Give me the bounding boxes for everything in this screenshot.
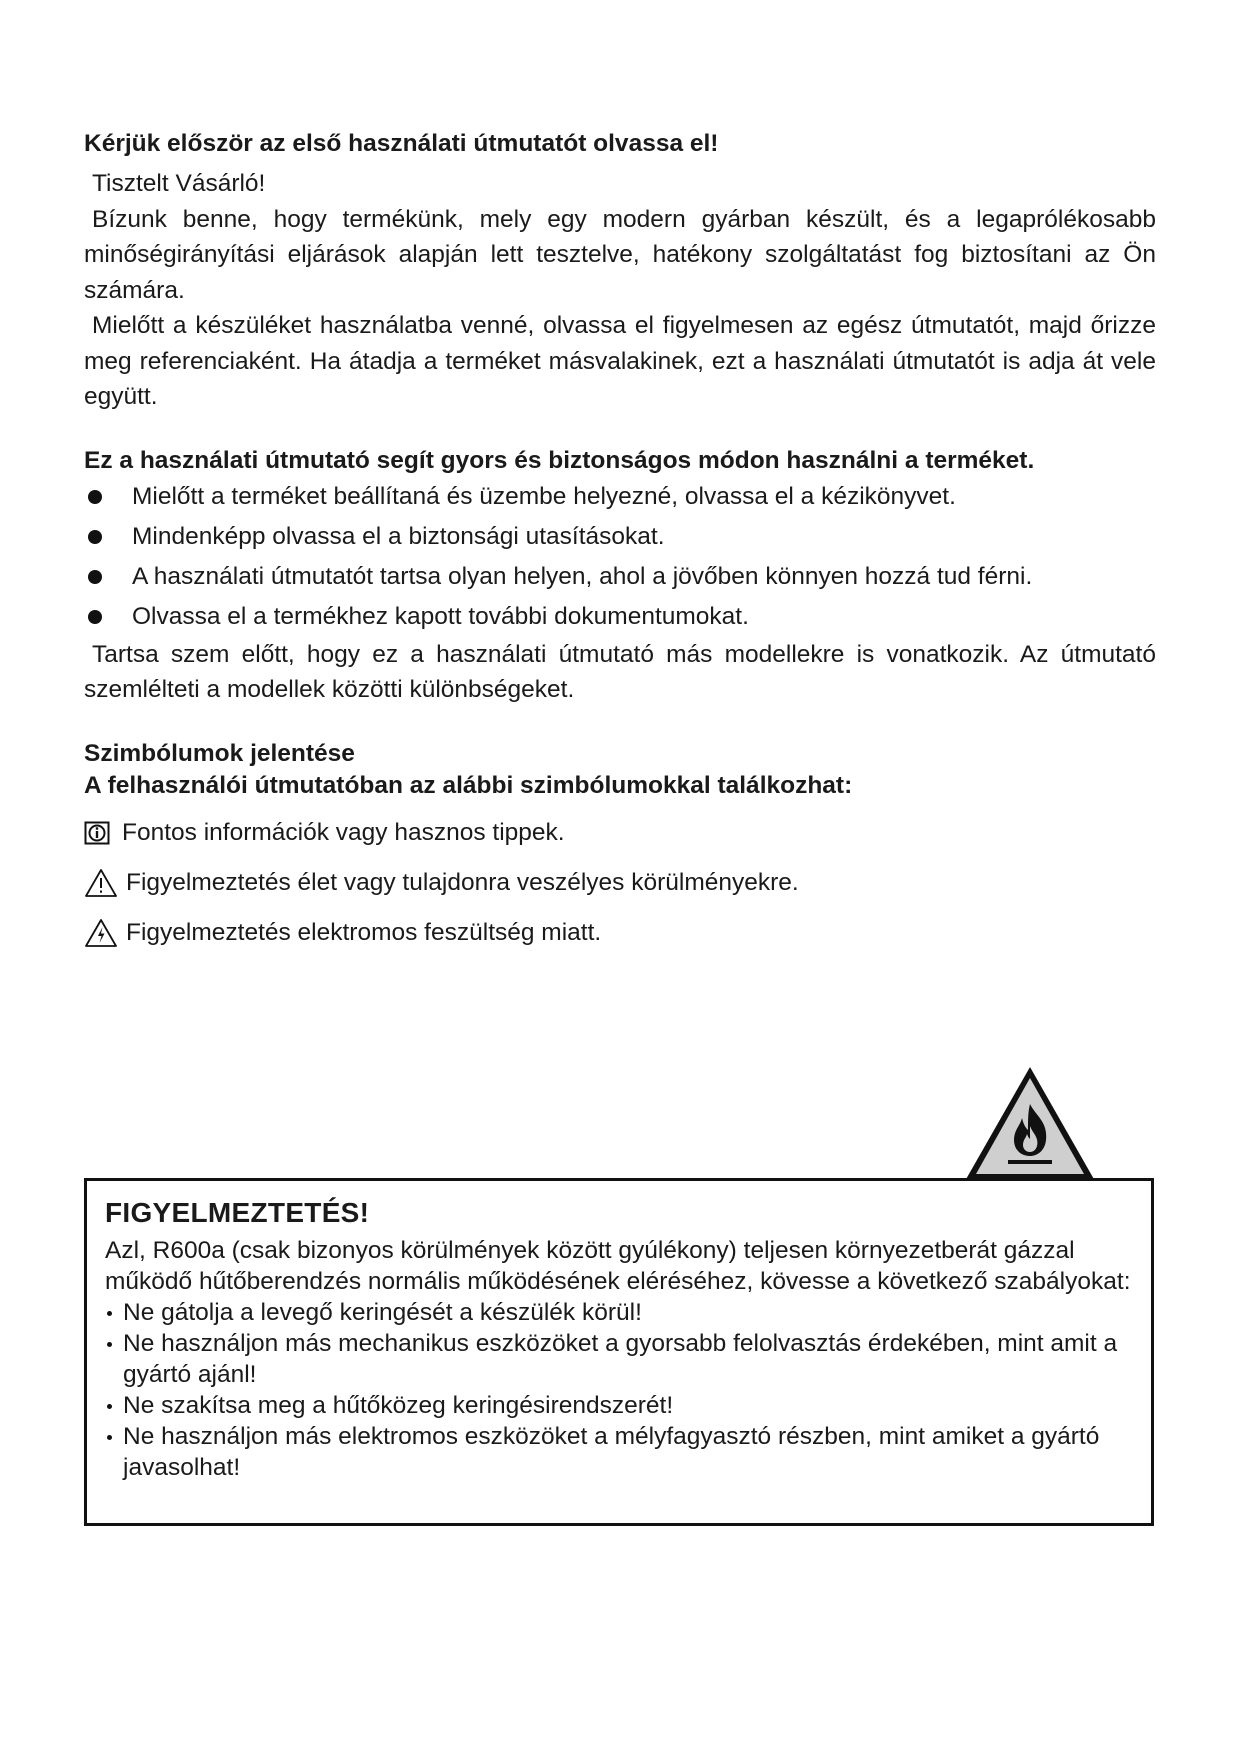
list-item <box>105 1328 1133 1390</box>
list-item-text: Olvassa el a termékhez kapott további dokumentumokat. <box>132 602 749 630</box>
list-item <box>84 517 1156 557</box>
warning-triangle-icon <box>84 868 126 898</box>
list-item-text: Mielőtt a terméket beállítaná és üzembe helyezné, olvassa el a kézikönyvet. <box>132 482 956 510</box>
symbol-text: Fontos információk vagy hasznos tippek. <box>122 818 565 846</box>
warning-title: FIGYELMEZTETÉS! <box>105 1197 370 1228</box>
list-item-text: Ne használjon más elektromos eszközöket a mélyfagyasztó részben, mint amiket a gyártó javasolhat! <box>123 1423 1100 1481</box>
list-item <box>84 597 1156 637</box>
bullet-dot-icon <box>107 1311 112 1316</box>
bullet-dot-icon <box>88 570 102 584</box>
bullet-dot-icon <box>88 610 102 624</box>
list-item <box>105 1390 1133 1421</box>
info-icon <box>84 821 122 845</box>
symbol-text: Figyelmeztetés elektromos feszültség miatt. <box>126 918 602 946</box>
guide-heading: Ez a használati útmutató segít gyors és biztonságos módon használni a terméket. <box>84 446 1035 474</box>
bullet-dot-icon <box>88 490 102 504</box>
list-item <box>105 1297 1133 1328</box>
guide-bullet-list <box>84 477 1156 637</box>
intro-paragraph-2: Mielőtt a készüléket használatba venné, olvassa el figyelmesen az egész útmutatót, majd őrizze meg referenciaként. Ha átadja a terméket másvalakinek, ezt a használati útmutatót is adja át vele együtt. <box>84 312 1156 410</box>
list-item-text: Mindenképp olvassa el a biztonsági utasításokat. <box>132 522 665 550</box>
symbols-subtitle: A felhasználói útmutatóban az alábbi szimbólumokkal találkozhat: <box>84 771 853 799</box>
list-item <box>84 557 1156 597</box>
guide-note: Tartsa szem előtt, hogy ez a használati útmutató más modellekre is vonatkozik. Az útmutató szemlélteti a modellek közötti különbségeket. <box>84 640 1156 703</box>
electric-warning-icon <box>84 918 126 948</box>
symbols-title: Szimbólumok jelentése <box>84 739 355 767</box>
warning-rules-list <box>105 1297 1133 1483</box>
list-item-text: Ne szakítsa meg a hűtőközeg keringésirendszerét! <box>123 1392 674 1419</box>
greeting: Tisztelt Vásárló! <box>92 170 266 197</box>
list-item <box>105 1421 1133 1483</box>
symbol-row-warning <box>84 858 1156 908</box>
bullet-dot-icon <box>107 1342 112 1347</box>
list-item-text: A használati útmutatót tartsa olyan helyen, ahol a jövőben könnyen hozzá tud férni. <box>132 562 1033 590</box>
flammable-warning-icon <box>962 1064 1098 1184</box>
symbol-row-electric <box>84 908 1156 958</box>
symbol-row-info <box>84 808 1156 858</box>
warning-text: Azl, R600a (csak bizonyos körülmények között gyúlékony) teljesen környezetberát gázzal működő hűtőberendzés normális működésének eléréséhez, kövesse a következő szabályokat: <box>105 1237 1131 1295</box>
list-item-text: Ne gátolja a levegő keringését a készülék körül! <box>123 1299 642 1326</box>
intro-paragraph-1: Bízunk benne, hogy termékünk, mely egy modern gyárban készült, és a legaprólékosabb minőségirányítási eljárások alapján lett tesztelve, hatékony szolgáltatást fog biztosítani az Ön számára. <box>84 205 1156 304</box>
main-content <box>84 128 1156 958</box>
spacer <box>84 415 1156 445</box>
bullet-dot-icon <box>107 1404 112 1409</box>
list-item-text: Ne használjon más mechanikus eszközöket a gyorsabb felolvasztás érdekében, mint amit a gyártó ajánl! <box>123 1330 1118 1388</box>
spacer <box>84 708 1156 738</box>
symbol-text: Figyelmeztetés élet vagy tulajdonra veszélyes körülményekre. <box>126 868 799 896</box>
list-item <box>84 477 1156 517</box>
intro-heading: Kérjük először az első használati útmutatót olvassa el! <box>84 130 719 157</box>
bullet-dot-icon <box>88 530 102 544</box>
bullet-dot-icon <box>107 1435 112 1440</box>
flammable-warning-box <box>84 1178 1154 1526</box>
